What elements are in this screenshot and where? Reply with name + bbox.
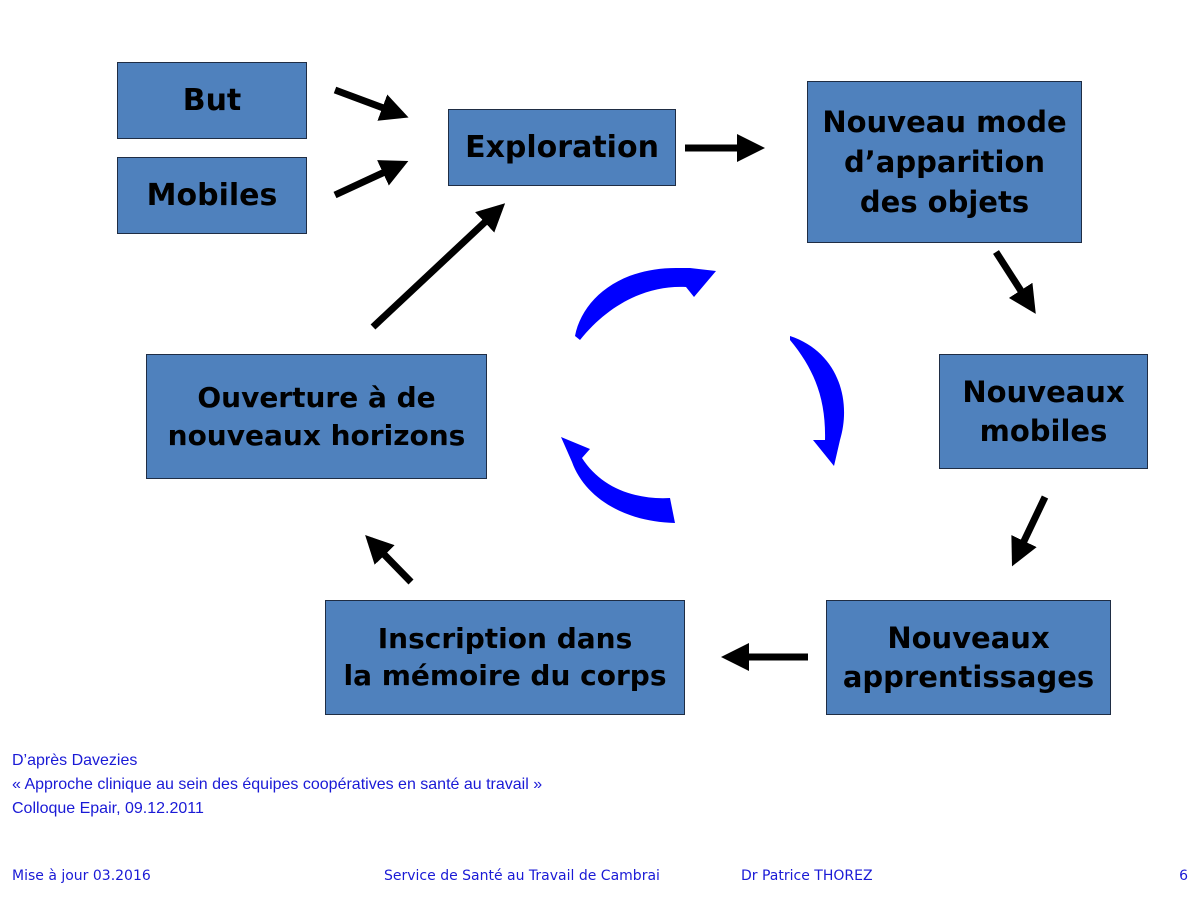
credit-event: Colloque Epair, 09.12.2011 — [12, 800, 204, 817]
cycle-arrow-bottom-left — [561, 437, 675, 523]
footer-updated: Mise à jour 03.2016 — [12, 868, 151, 884]
box-inscription: Inscription dans la mémoire du corps — [325, 600, 685, 715]
arrow-ouverture-to-exploration — [373, 208, 500, 327]
box-mobiles: Mobiles — [117, 157, 307, 234]
arrow-but-to-exploration — [335, 90, 402, 115]
footer-author: Dr Patrice THOREZ — [741, 868, 873, 884]
box-nouveau-mode: Nouveau mode d’apparition des objets — [807, 81, 1082, 243]
box-exploration: Exploration — [448, 109, 676, 186]
footer-page-number: 6 — [1179, 868, 1188, 884]
footer-organization: Service de Santé au Travail de Cambrai — [384, 868, 660, 884]
box-nouveaux-apprentissages: Nouveaux apprentissages — [826, 600, 1111, 715]
credit-title: « Approche clinique au sein des équipes coopératives en santé au travail » — [12, 776, 543, 793]
box-ouverture: Ouverture à de nouveaux horizons — [146, 354, 487, 479]
credit-author: D’après Davezies — [12, 752, 138, 769]
box-but: But — [117, 62, 307, 139]
cycle-arrow-right — [790, 336, 844, 466]
arrow-nouveau-mode-to-nouveaux-mobiles — [996, 252, 1032, 308]
arrow-inscription-to-ouverture — [370, 540, 411, 582]
box-nouveaux-mobiles: Nouveaux mobiles — [939, 354, 1148, 469]
cycle-arrow-top — [575, 268, 716, 340]
arrow-mobiles-to-exploration — [335, 164, 402, 195]
arrow-nouveaux-mobiles-to-apprentissages — [1015, 497, 1045, 560]
